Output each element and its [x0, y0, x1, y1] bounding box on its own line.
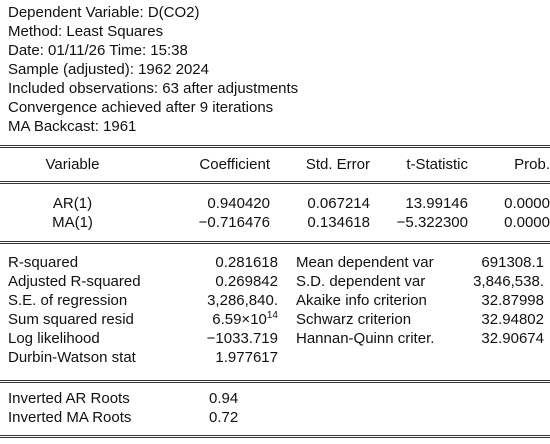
variable-cell: AR(1) — [52, 195, 93, 212]
stat-value: 0.281618 — [215, 254, 278, 271]
root-value: 0.72 — [209, 409, 239, 426]
col-coefficient-header: Coefficient — [199, 156, 270, 173]
stat-label: Adjusted R-squared — [8, 273, 141, 290]
root-label: Inverted AR Roots — [8, 390, 130, 407]
double-rule-stats — [0, 241, 550, 247]
coef-header-table — [0, 155, 550, 174]
stat-label: Akaike info criterion — [296, 292, 427, 309]
stat-label: S.E. of regression — [8, 292, 128, 309]
col-std-error-header: Std. Error — [305, 156, 370, 173]
observations-line: Included observations: 63 after adjustments — [8, 80, 299, 97]
double-rule-roots — [0, 380, 550, 386]
stat-label: Mean dependent var — [296, 254, 434, 271]
col-variable-header: Variable — [45, 156, 100, 173]
prob-cell: 0.0000 — [504, 195, 550, 212]
table-row — [0, 408, 550, 427]
prob-cell: 0.0000 — [504, 214, 550, 231]
sample-line: Sample (adjusted): 1962 2024 — [8, 61, 209, 78]
table-row — [0, 194, 550, 213]
double-rule-top — [0, 145, 550, 151]
dependent-variable-line: Dependent Variable: D(CO2) — [8, 4, 200, 21]
col-t-stat-header: t-Statistic — [406, 156, 468, 173]
std-error-cell: 0.067214 — [307, 195, 370, 212]
stat-value: 3,846,538. — [473, 273, 544, 290]
stats-table — [0, 253, 550, 367]
table-row — [0, 348, 550, 367]
table-row — [0, 389, 550, 408]
date-time-line: Date: 01/11/26 Time: 15:38 — [8, 42, 188, 59]
stat-label: S.D. dependent var — [296, 273, 426, 290]
stat-value: 1.977617 — [215, 349, 278, 366]
coefficient-cell: −0.716476 — [198, 214, 270, 231]
stat-label: Hannan-Quinn criter. — [296, 330, 435, 347]
stat-label: R-squared — [8, 254, 79, 271]
table-row — [0, 329, 550, 348]
stat-value: 32.94802 — [481, 311, 544, 328]
coef-header-row — [0, 155, 550, 174]
table-row — [0, 253, 550, 272]
col-prob-header: Prob. — [514, 156, 550, 173]
stat-label: Log likelihood — [8, 330, 100, 347]
backcast-line: MA Backcast: 1961 — [8, 118, 137, 135]
stat-value: −1033.719 — [206, 330, 278, 347]
method-line: Method: Least Squares — [8, 23, 164, 40]
stat-value: 0.269842 — [215, 273, 278, 290]
stat-value: 691308.1 — [481, 254, 544, 271]
t-stat-cell: −5.322300 — [396, 214, 468, 231]
double-rule-bottom — [0, 435, 550, 441]
convergence-line: Convergence achieved after 9 iterations — [8, 99, 274, 116]
stat-value — [153, 310, 278, 329]
roots-table — [0, 389, 550, 427]
table-row — [0, 291, 550, 310]
stat-value: 3,286,840. — [207, 292, 278, 309]
stat-exponent: 14 — [266, 310, 278, 321]
std-error-cell: 0.134618 — [307, 214, 370, 231]
t-stat-cell: 13.99146 — [405, 195, 468, 212]
stat-label: Schwarz criterion — [296, 311, 412, 328]
variable-cell: MA(1) — [52, 214, 93, 231]
coefficient-cell: 0.940420 — [207, 195, 270, 212]
root-value: 0.94 — [209, 390, 239, 407]
stat-label: Sum squared resid — [8, 311, 134, 328]
root-label: Inverted MA Roots — [8, 409, 132, 426]
table-row — [0, 272, 550, 291]
coef-table — [0, 194, 550, 232]
double-rule-coef — [0, 181, 550, 187]
stat-value: 32.90674 — [481, 330, 544, 347]
stat-mantissa: 6.59×10 — [212, 311, 267, 328]
stat-label: Durbin-Watson stat — [8, 349, 136, 366]
stat-value: 32.87998 — [481, 292, 544, 309]
table-row — [0, 213, 550, 232]
table-row — [0, 310, 550, 329]
header-block — [8, 3, 298, 136]
